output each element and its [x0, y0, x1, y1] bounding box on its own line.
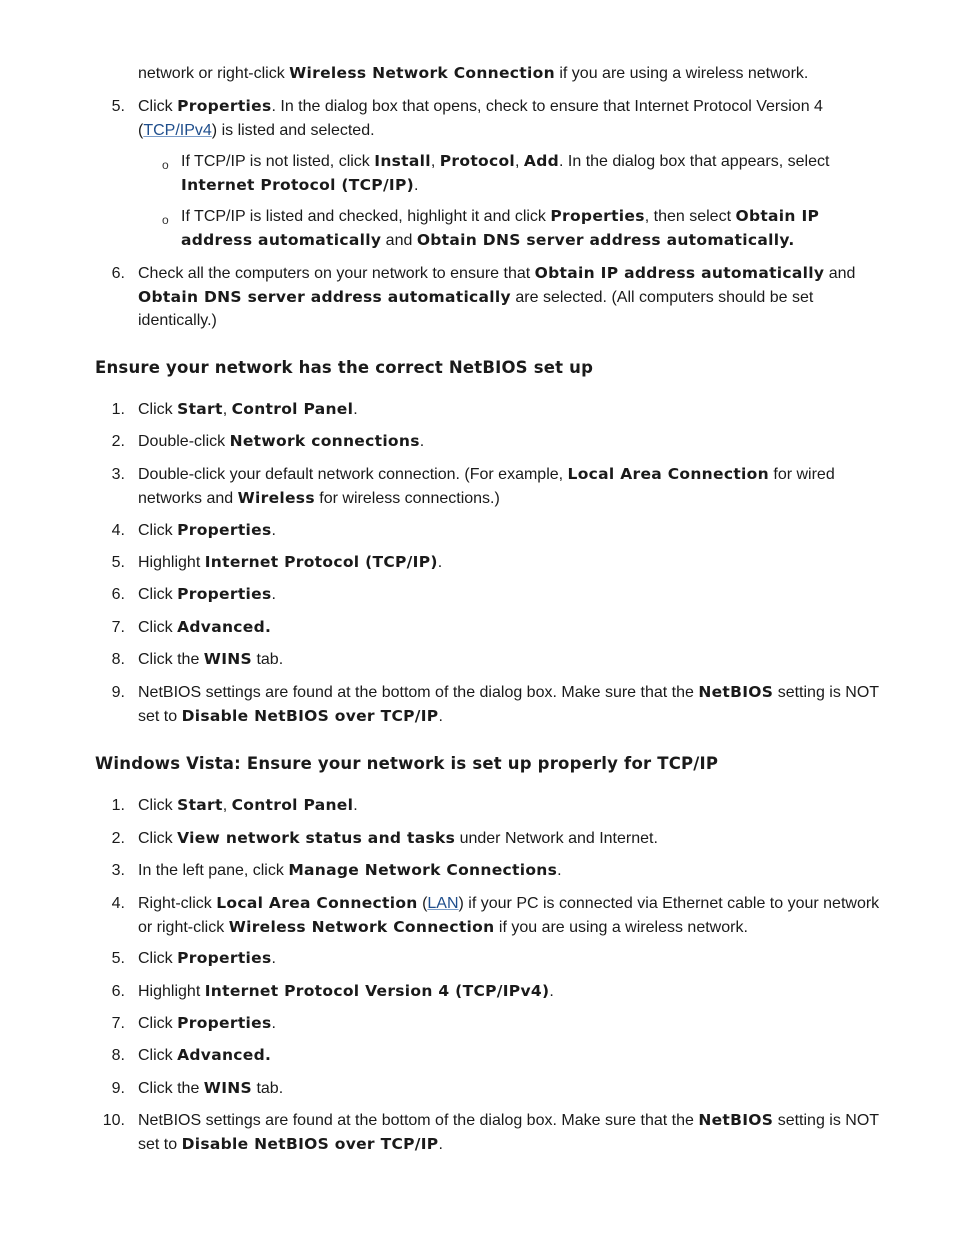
item-text: Click View network status and tasks under Network and Internet.	[138, 829, 658, 847]
item-text: Click Advanced.	[138, 618, 272, 636]
text: network or right-click	[138, 65, 290, 82]
item-number: 2.	[111, 830, 125, 847]
item-number: 4.	[111, 522, 125, 539]
item-number: 4.	[111, 895, 125, 912]
item-text: Double-click Network connections.	[138, 432, 425, 450]
item-number: 1.	[111, 401, 125, 418]
text: if you are using a wireless network.	[554, 65, 809, 82]
item-number: 1.	[111, 797, 125, 814]
item-text: Click Properties.	[138, 521, 276, 539]
bullet-icon: o	[162, 158, 169, 172]
continuation-line	[138, 62, 888, 86]
bullet-icon: o	[162, 213, 169, 227]
item-text: Highlight Internet Protocol (TCP/IP).	[138, 553, 443, 571]
item-number: 5.	[111, 950, 125, 967]
bullet-text: If TCP/IP is not listed, click Install, Protocol, Add. In the dialog box that appears, select Internet Protocol (TCP/IP).	[181, 152, 830, 194]
item-number: 3.	[111, 466, 125, 483]
section-heading: Windows Vista: Ensure your network is set up properly for TCP/IP	[95, 754, 719, 773]
item-number: 6.	[111, 983, 125, 1000]
item-number: 9.	[111, 1080, 125, 1097]
tcp-ipv4-link[interactable]: TCP/IPv4	[143, 121, 212, 139]
item-text: Right-click Local Area Connection (LAN) if your PC is connected via Ethernet cable to your network or right-click Wireless Network Connection if you are using a wireless network.	[138, 894, 880, 936]
item-text: In the left pane, click Manage Network Connections.	[138, 861, 562, 879]
item-number: 3.	[111, 862, 125, 879]
item-text: Check all the computers on your network to ensure that Obtain IP address automatically and Obtain DNS server address automatically are selected. (All computers should be set identically.)	[138, 264, 856, 329]
item-number: 8.	[111, 1047, 125, 1064]
item-text: Double-click your default network connection. (For example, Local Area Connection for wired networks and Wireless for wireless connections.)	[138, 465, 835, 507]
item-number: 6.	[111, 265, 125, 282]
item-number: 5.	[111, 98, 125, 115]
item-number: 9.	[111, 684, 125, 701]
item-text: Click the WINS tab.	[138, 1079, 284, 1097]
item-text: Click Advanced.	[138, 1046, 272, 1064]
section-heading: Ensure your network has the correct NetBIOS set up	[95, 358, 594, 377]
item-number: 10.	[102, 1112, 125, 1129]
item-text: Highlight Internet Protocol Version 4 (TCP/IPv4).	[138, 982, 554, 1000]
bold-term: Wireless Network Connection	[289, 64, 555, 82]
item-number: 8.	[111, 651, 125, 668]
item-number: 7.	[111, 1015, 125, 1032]
item-text: Click Start, Control Panel.	[138, 400, 358, 418]
item-text: Click the WINS tab.	[138, 650, 284, 668]
item-text: Click Properties.	[138, 949, 276, 967]
item-text: Click Start, Control Panel.	[138, 796, 358, 814]
item-text: NetBIOS settings are found at the bottom of the dialog box. Make sure that the NetBIOS setting is NOT set to Disable NetBIOS over TCP/IP.	[138, 683, 879, 725]
lan-link[interactable]: LAN	[427, 895, 459, 912]
item-number: 2.	[111, 433, 125, 450]
item-number: 7.	[111, 619, 125, 636]
item-text: Click Properties. In the dialog box that opens, check to ensure that Internet Protocol Version 4 (TCP/IPv4) is listed and selected.	[138, 97, 823, 139]
item-text: NetBIOS settings are found at the bottom of the dialog box. Make sure that the NetBIOS setting is NOT set to Disable NetBIOS over TCP/IP.	[138, 1111, 879, 1153]
item-number: 6.	[111, 586, 125, 603]
item-text: Click Properties.	[138, 1014, 276, 1032]
bullet-text: If TCP/IP is listed and checked, highlight it and click Properties, then select Obtain IP address automatically and Obtain DNS server address automatically.	[181, 207, 820, 249]
item-text: Click Properties.	[138, 585, 276, 603]
item-number: 5.	[111, 554, 125, 571]
